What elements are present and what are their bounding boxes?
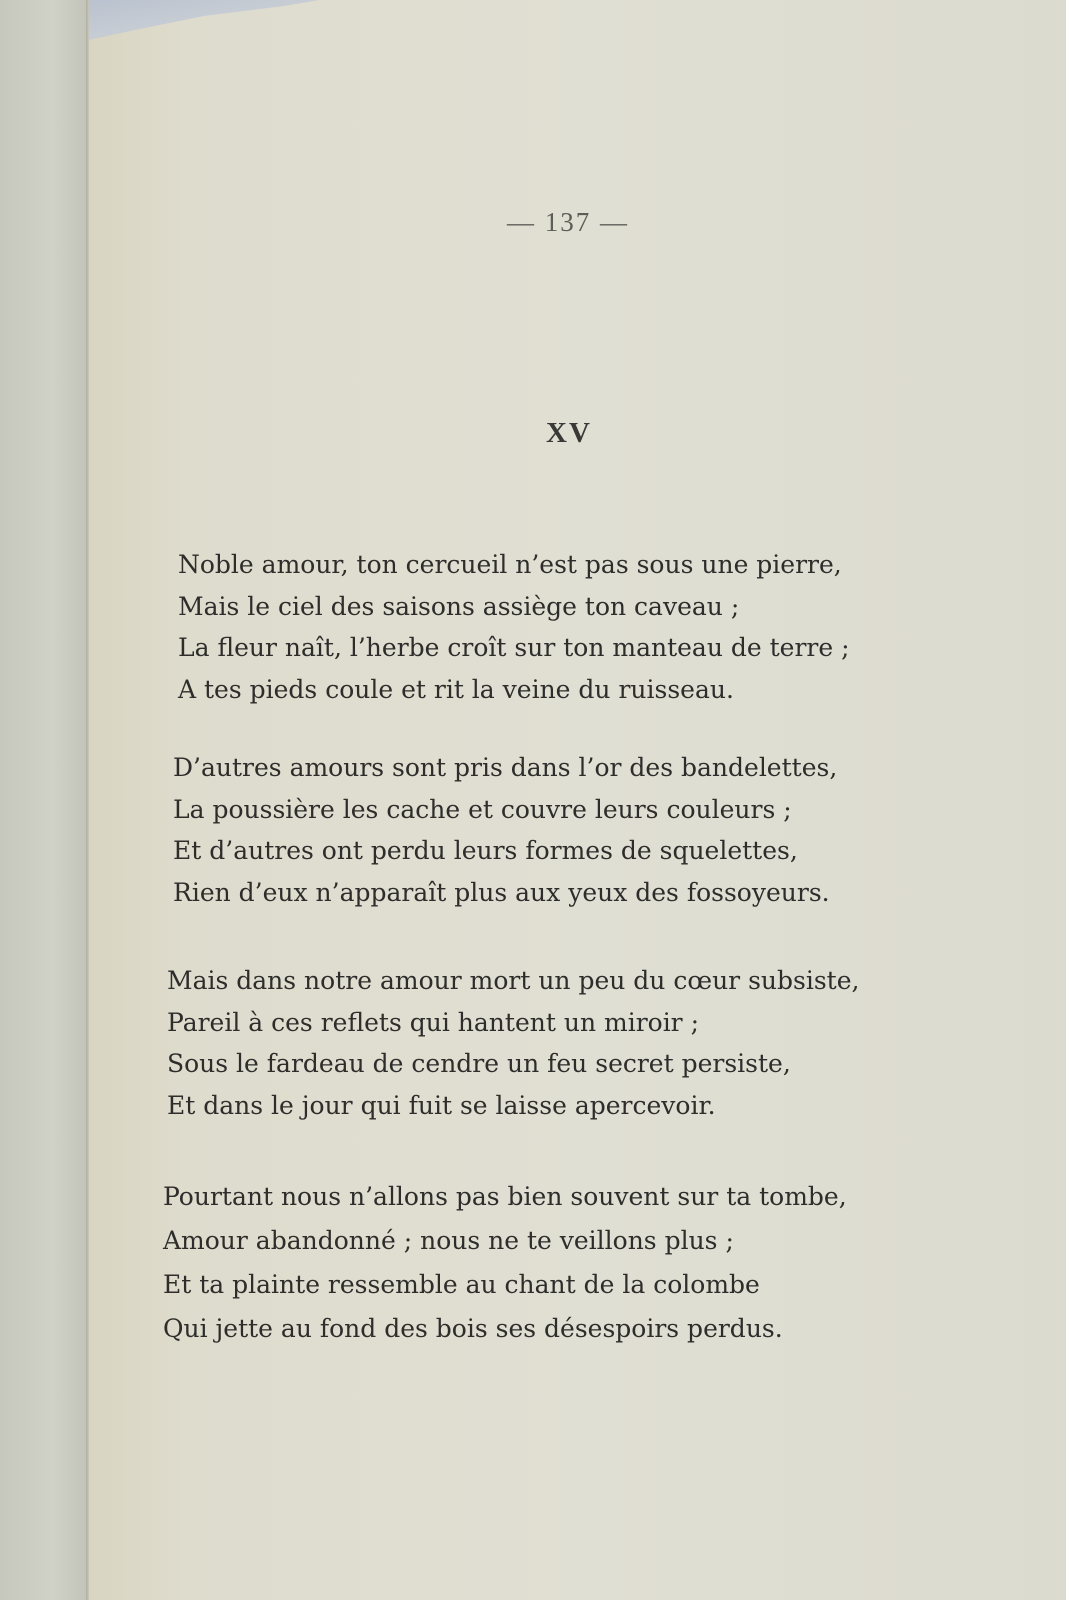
verse-line: Et d’autres ont perdu leurs formes de squelettes, [173, 836, 798, 865]
poem-title: XV [546, 417, 592, 449]
verse-line: Rien d’eux n’apparaît plus aux yeux des fossoyeurs. [173, 877, 830, 907]
verse-line: La fleur naît, l’herbe croît sur ton manteau de terre ; [178, 633, 850, 662]
verse-line: Pourtant nous n’allons pas bien souvent sur ta tombe, [163, 1182, 847, 1211]
page-number: — 137 — [507, 207, 629, 237]
verse-line: Pareil à ces reflets qui hantent un miroir ; [167, 1007, 700, 1037]
verse-line: Noble amour, ton cercueil n’est pas sous une pierre, [178, 550, 842, 579]
verse-line: Mais le ciel des saisons assiège ton caveau ; [178, 591, 740, 621]
verse-line: Et ta plainte ressemble au chant de la colombe [163, 1270, 760, 1299]
verse-line: Qui jette au fond des bois ses désespoirs perdus. [163, 1314, 783, 1343]
verse-line: A tes pieds coule et rit la veine du ruisseau. [178, 674, 734, 704]
stanza-1 [178, 544, 850, 710]
stanza-2 [173, 747, 837, 913]
verse-line: La poussière les cache et couvre leurs couleurs ; [173, 794, 792, 824]
stanza-3 [167, 960, 859, 1126]
verse-line: Amour abandonné ; nous ne te veillons plus ; [163, 1226, 734, 1255]
facing-page-edge [0, 0, 88, 1600]
stanza-4 [163, 1175, 847, 1351]
verse-line: Sous le fardeau de cendre un feu secret persiste, [167, 1049, 791, 1078]
verse-line: Mais dans notre amour mort un peu du cœur subsiste, [167, 966, 860, 995]
verse-line: D’autres amours sont pris dans l’or des bandelettes, [173, 753, 838, 782]
verse-line: Et dans le jour qui fuit se laisse apercevoir. [167, 1090, 716, 1120]
